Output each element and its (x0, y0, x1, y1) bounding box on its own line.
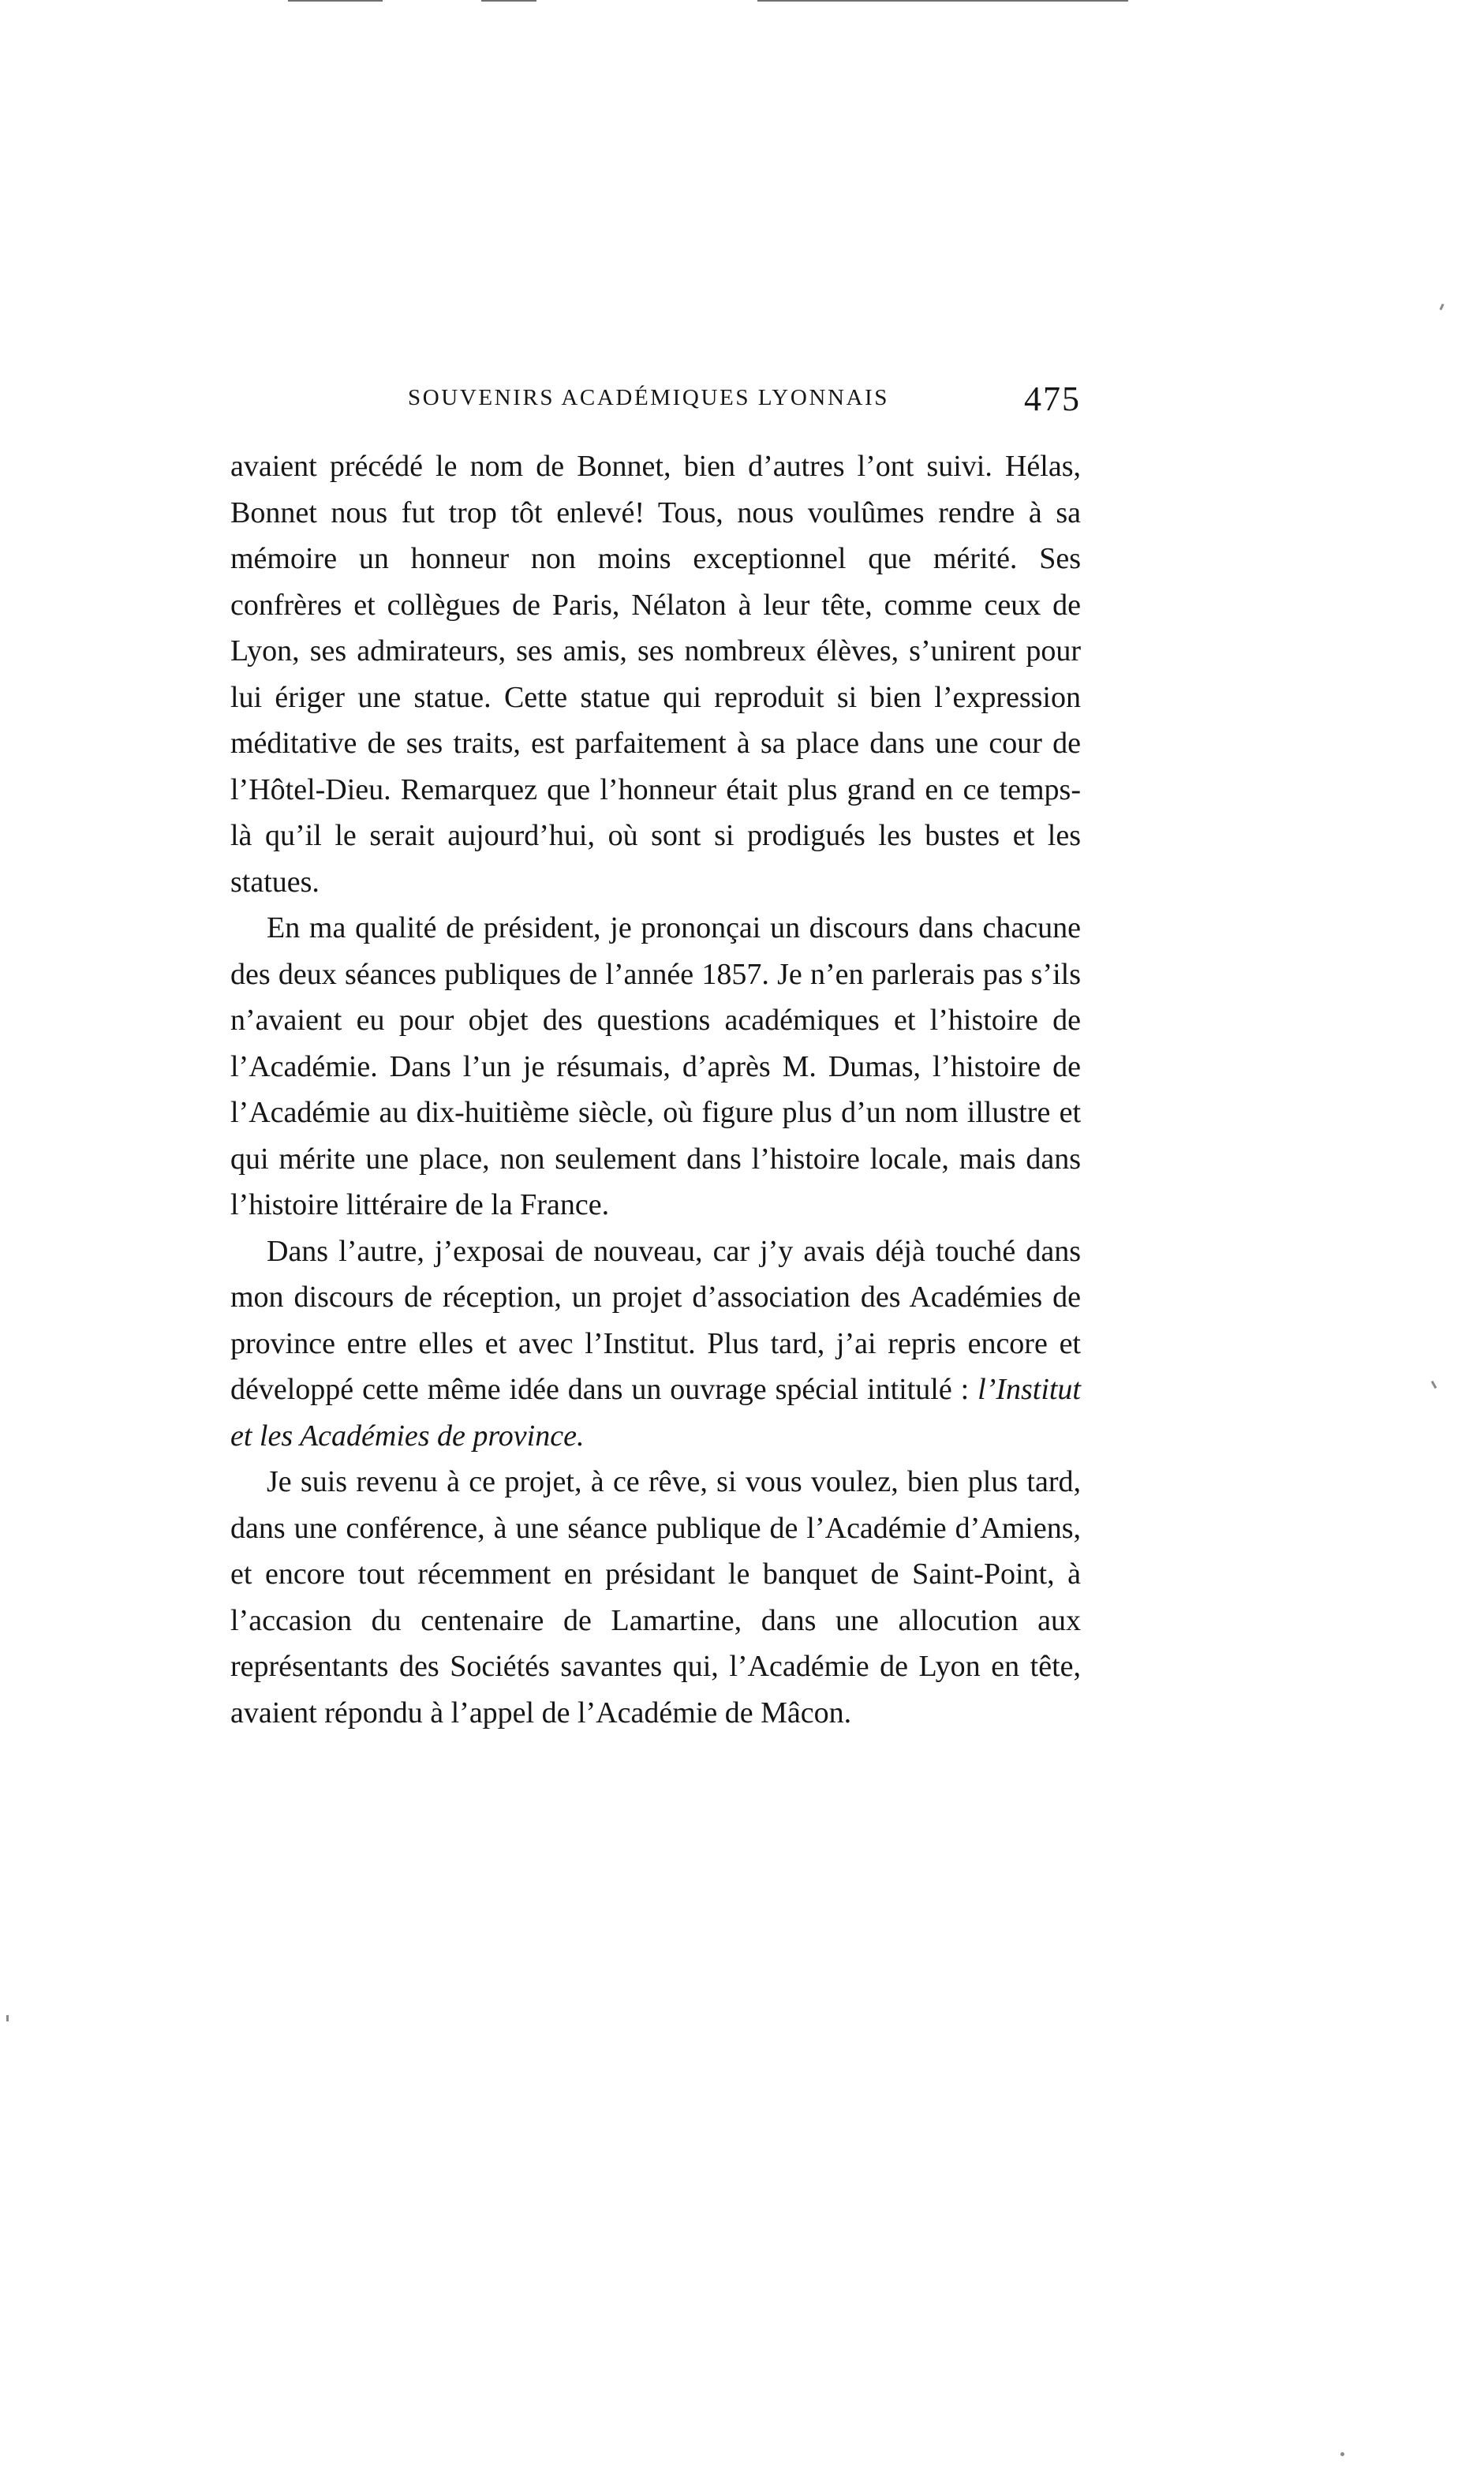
scan-top-rule-middle (481, 0, 536, 2)
page-number: 475 (1024, 380, 1081, 418)
paragraph-3 (230, 1228, 1081, 1460)
paragraph-1: avaient précédé le nom de Bonnet, bien d’autres l’ont suivi. Hélas, Bonnet nous fut trop tôt enlevé! Tous, nous voulûmes rendre à sa mémoire un honneur non moins exceptionnel que mérité. Ses confrères et collègues de Paris, Nélaton à leur tête, comme ceux de Lyon, ses admirateurs, ses amis, ses nombreux élèves, s’unirent pour lui ériger une statue. Cette statue qui reproduit si bien l’expression méditative de ses traits, est parfaitement à sa place dans une cour de l’Hôtel-Dieu. Remarquez que l’honneur était plus grand en ce temps-là qu’il le serait aujourd’hui, où sont si prodigués les bustes et les statues. (230, 450, 1081, 899)
scan-speck-right-middle (1431, 1381, 1437, 1389)
page-header (230, 372, 1081, 436)
scan-speck-left (6, 2015, 9, 2021)
paragraph-3-text: Dans l’autre, j’exposai de nouveau, car j’y avais déjà touché dans mon discours de réception, un projet d’association des Académies de province entre elles et avec l’Institut. Plus tard, j’ai repris encore et développé cette même idée dans un ouvrage spécial intitulé : (230, 1234, 1081, 1406)
paragraph-4: Je suis revenu à ce projet, à ce rêve, si vous voulez, bien plus tard, dans une conférence, à une séance publique de l’Académie d’Amiens, et encore tout récemment en présidant le banquet de Saint-Point, à l’accasion du centenaire de Lamartine, dans une allocution aux représentants des Sociétés savantes qui, l’Académie de Lyon en tête, avaient répondu à l’appel de l’Académie de Mâcon. (230, 1465, 1081, 1729)
scan-top-rule-right (757, 0, 1128, 2)
book-title: l’Institut et les Académies de province. (230, 1373, 1081, 1453)
paragraph-2: En ma qualité de président, je prononçai un discours dans chacune des deux séances publiques de l’année 1857. Je n’en parlerais pas s’ils n’avaient eu pour objet des questions académiques et l’histoire de l’Académie. Dans l’un je résumais, d’après M. Dumas, l’histoire de l’Académie au dix-huitième siècle, où figure plus d’un nom illustre et qui mérite une place, non seulement dans l’histoire locale, mais dans l’histoire littéraire de la France. (230, 911, 1081, 1221)
running-head: SOUVENIRS ACADÉMIQUES LYONNAIS (408, 385, 890, 410)
scan-top-rule-left (288, 0, 383, 2)
scan-speck-right-top (1439, 304, 1444, 311)
body-text (230, 443, 1081, 1736)
scan-speck-bottom-right (1340, 2452, 1344, 2456)
